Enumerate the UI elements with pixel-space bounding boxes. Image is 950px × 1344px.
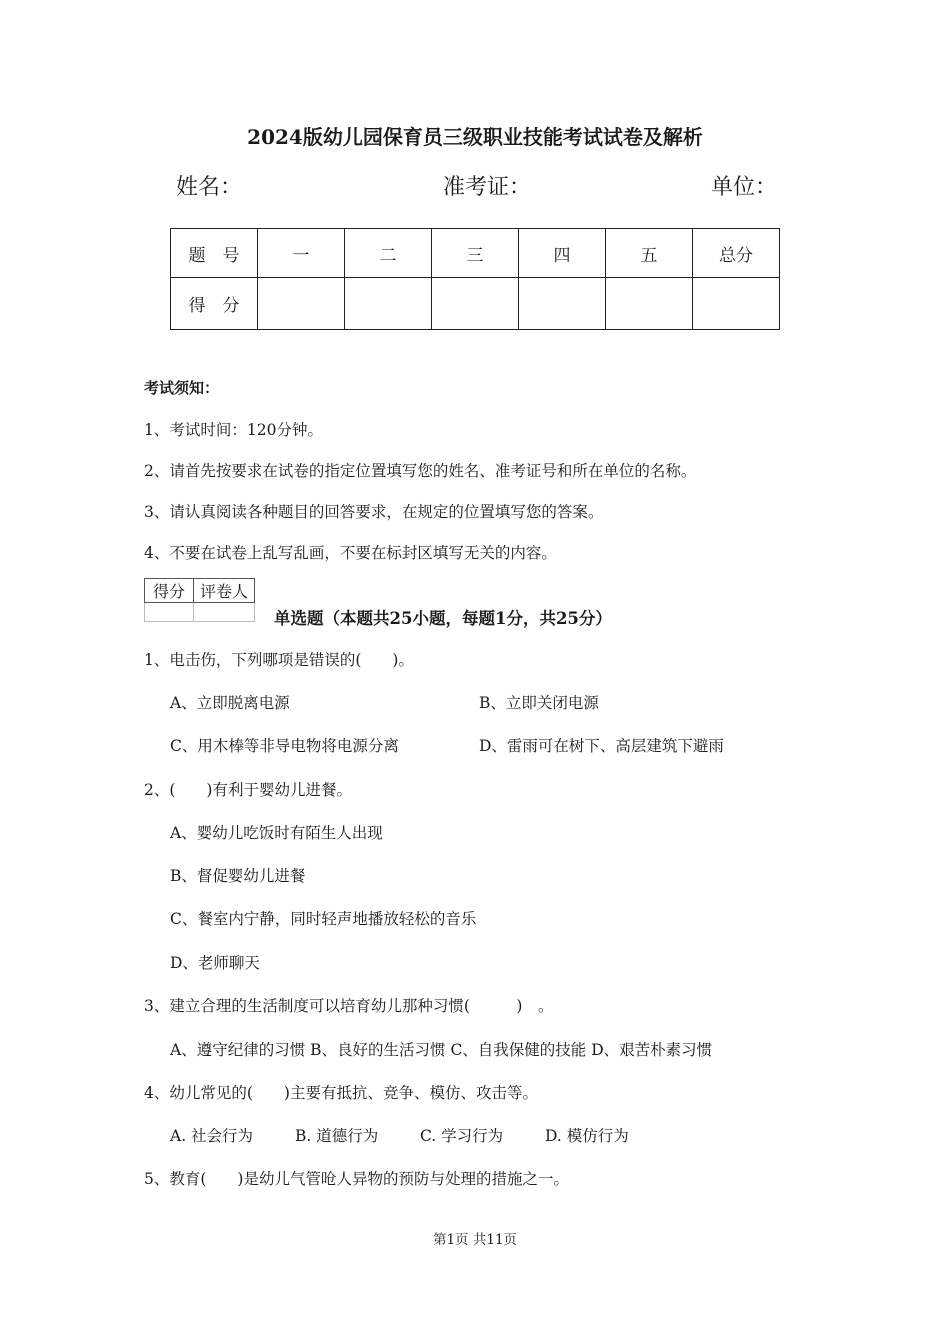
option-b: B. 道德行为 [295, 1127, 379, 1145]
option-b: B、督促婴幼儿进餐 [170, 867, 306, 885]
question-stem: 3、建立合理的生活制度可以培育幼儿那种习惯( ) 。 [144, 997, 554, 1015]
notice-item: 2、请首先按要求在试卷的指定位置填写您的姓名、准考证号和所在单位的名称。 [144, 462, 697, 480]
question-stem: 4、幼儿常见的( )主要有抵抗、竞争、模仿、攻击等。 [144, 1084, 538, 1102]
section-title: 单选题（本题共25小题，每题1分，共25分） [274, 609, 612, 628]
grader-score-cell[interactable] [145, 603, 194, 622]
grader-box [144, 578, 255, 622]
option-c: C、用木棒等非导电物将电源分离 [170, 737, 399, 755]
exam-number-label: 准考证： [443, 175, 532, 200]
option-a: A、婴幼儿吃饭时有陌生人出现 [170, 824, 383, 842]
page-title: 2024版幼儿园保育员三级职业技能考试试卷及解析 [247, 125, 703, 149]
notice-item: 1、考试时间：120分钟。 [144, 421, 323, 439]
score-row-label: 得 分 [171, 278, 258, 330]
unit-label: 单位： [711, 175, 778, 200]
question-stem: 5、教育( )是幼儿气管呛人异物的预防与处理的措施之一。 [144, 1170, 569, 1188]
score-table [170, 228, 780, 330]
option-d: D、老师聊天 [170, 954, 260, 972]
page-footer: 第1页 共11页 [432, 1232, 518, 1248]
option-a: A. 社会行为 [170, 1127, 254, 1145]
score-header-cell: 题 号 [171, 229, 258, 278]
score-cell-3[interactable] [432, 278, 519, 330]
option-a: A、立即脱离电源 [170, 694, 290, 712]
options-line: A、遵守纪律的习惯 B、良好的生活习惯 C、自我保健的技能 D、艰苦朴素习惯 [170, 1041, 713, 1059]
score-header-cell: 三 [432, 229, 519, 278]
option-b: B、立即关闭电源 [479, 694, 599, 712]
score-table-score-row [171, 278, 780, 330]
grader-score-label: 得分 [145, 579, 194, 603]
score-header-cell: 一 [258, 229, 345, 278]
grader-name-label: 评卷人 [194, 579, 255, 603]
score-cell-5[interactable] [606, 278, 693, 330]
score-header-cell: 二 [345, 229, 432, 278]
option-d: D. 模仿行为 [545, 1127, 629, 1145]
notice-item: 3、请认真阅读各种题目的回答要求，在规定的位置填写您的答案。 [144, 503, 604, 521]
option-d: D、雷雨可在树下、高层建筑下避雨 [479, 737, 724, 755]
option-c: C、餐室内宁静，同时轻声地播放轻松的音乐 [170, 910, 477, 928]
grader-name-cell[interactable] [194, 603, 255, 622]
score-cell-total[interactable] [693, 278, 780, 330]
name-label: 姓名： [176, 175, 243, 200]
question-stem: 1、电击伤，下列哪项是错误的( )。 [144, 651, 414, 669]
score-cell-2[interactable] [345, 278, 432, 330]
score-header-cell: 五 [606, 229, 693, 278]
score-cell-1[interactable] [258, 278, 345, 330]
score-table-header-row [171, 229, 780, 278]
score-header-cell: 四 [519, 229, 606, 278]
score-header-cell: 总分 [693, 229, 780, 278]
notice-item: 4、不要在试卷上乱写乱画，不要在标封区填写无关的内容。 [144, 544, 557, 562]
notice-heading: 考试须知： [144, 379, 220, 397]
score-cell-4[interactable] [519, 278, 606, 330]
option-c: C. 学习行为 [420, 1127, 504, 1145]
question-stem: 2、( )有利于婴幼儿进餐。 [144, 781, 352, 799]
